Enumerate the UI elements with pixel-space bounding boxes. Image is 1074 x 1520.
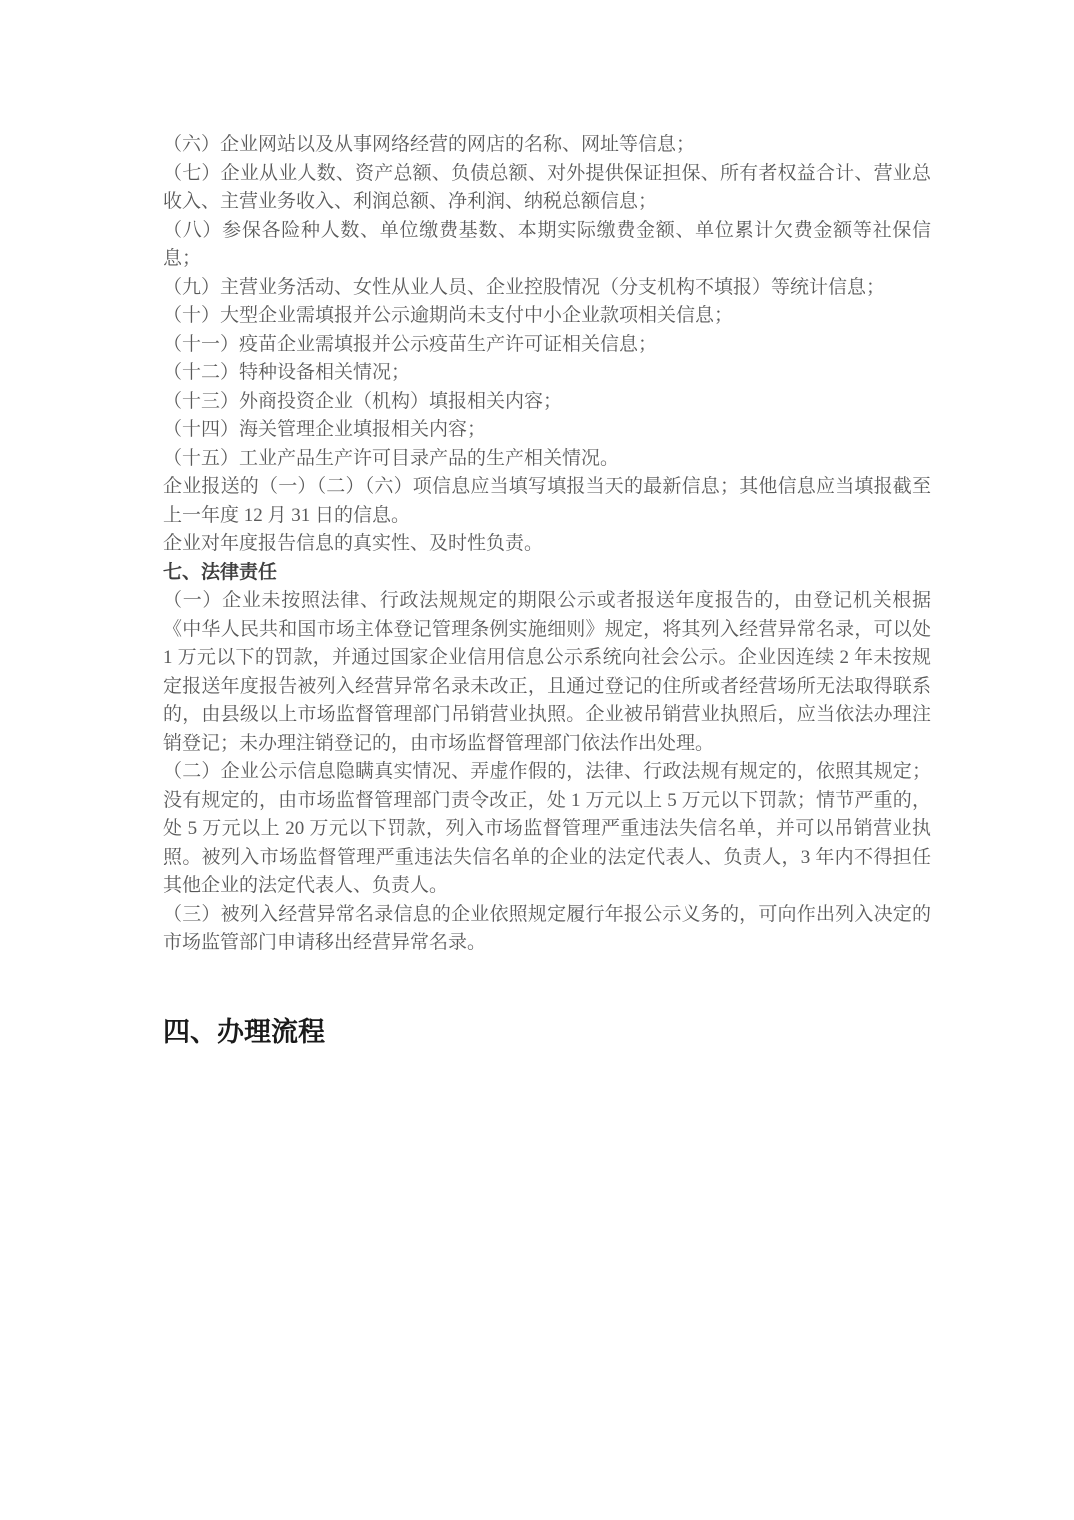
paragraph-legal-item-1: （一）企业未按照法律、行政法规规定的期限公示或者报送年度报告的，由登记机关根据《中华人民共和国市场主体登记管理条例实施细则》规定，将其列入经营异常名录，可以处 1 万元以下的罚款，并通过国家企业信用信息公示系统向社会公示。企业因连续 2 年未按规定报送年度报告被列入经营异常名录未改正，且通过登记的住所或者经营场所无法取得联系的，由县级以上市场监督管理部门吊销营业执照。企业被吊销营业执照后，应当依法办理注销登记；未办理注销登记的，由市场监督管理部门依法作出处理。 (163, 590, 931, 754)
list-item-14: （十四）海关管理企业填报相关内容； (163, 419, 487, 440)
chapter-heading-process: 四、办理流程 (163, 1016, 325, 1047)
list-item-8: （八）参保各险种人数、单位缴费基数、本期实际缴费金额、单位累计欠费金额等社保信息； (163, 219, 931, 269)
list-item-9: （九）主营业务活动、女性从业人员、企业控股情况（分支机构不填报）等统计信息； (163, 276, 886, 298)
document-body (163, 131, 931, 1050)
list-item-10: （十）大型企业需填报并公示逾期尚未支付中小企业款项相关信息； (163, 305, 734, 326)
paragraph-legal-item-2: （二）企业公示信息隐瞒真实情况、弄虚作假的，法律、行政法规有规定的，依照其规定；没有规定的，由市场监督管理部门责令改正，处 1 万元以上 5 万元以下罚款；情节严重的，处 5 万元以上 20 万元以下罚款，列入市场监督管理严重违法失信名单，并可以吊销营业执照。被列入市场监督管理严重违法失信名单的企业的法定代表人、负责人，3 年内不得担任其他企业的法定代表人、负责人。 (163, 761, 931, 896)
paragraph-responsibility-note: 企业对年度报告信息的真实性、及时性负责。 (163, 533, 544, 554)
list-item-12: （十二）特种设备相关情况； (163, 362, 411, 383)
list-item-13: （十三）外商投资企业（机构）填报相关内容； (163, 390, 563, 412)
list-item-6: （六）企业网站以及从事网络经营的网店的名称、网址等信息； (163, 134, 696, 155)
section-heading-legal-liability: 七、法律责任 (163, 561, 278, 583)
paragraph-legal-item-3: （三）被列入经营异常名录信息的企业依照规定履行年报公示义务的，可向作出列入决定的市场监管部门申请移出经营异常名录。 (163, 903, 931, 953)
list-item-11: （十一）疫苗企业需填报并公示疫苗生产许可证相关信息； (163, 333, 658, 355)
list-item-7: （七）企业从业人数、资产总额、负债总额、对外提供保证担保、所有者权益合计、营业总收入、主营业务收入、利润总额、净利润、纳税总额信息； (163, 162, 931, 212)
list-item-15: （十五）工业产品生产许可目录产品的生产相关情况。 (163, 447, 620, 469)
paragraph-submission-note: 企业报送的（一）（二）（六）项信息应当填写填报当天的最新信息；其他信息应当填报截至上一年度 12 月 31 日的信息。 (163, 476, 931, 526)
